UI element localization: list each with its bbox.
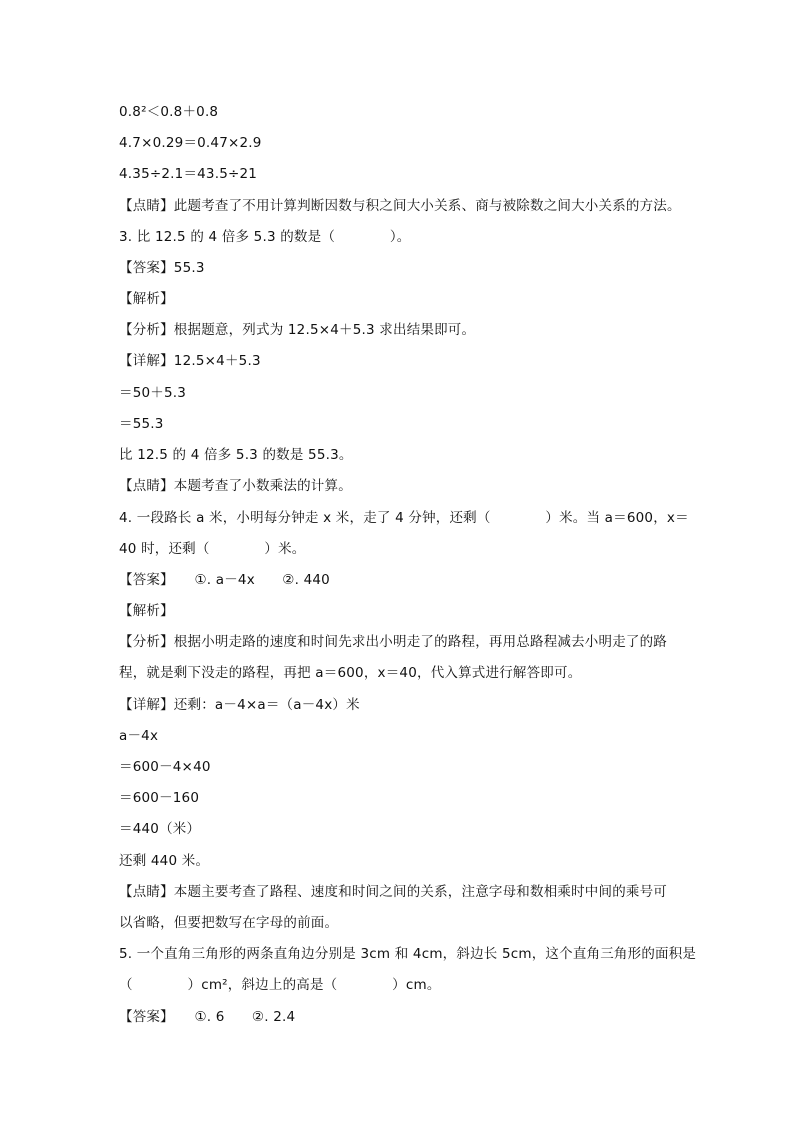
point-note-continued: 以省略，但要把数写在字母的前面。 (119, 915, 339, 931)
calculation-step: ＝600－160 (119, 790, 200, 806)
detail-text: 【详解】12.5×4＋5.3 (119, 353, 261, 369)
detail-text: 【详解】还剩：a－4×a＝（a－4x）米 (119, 697, 360, 713)
analysis-heading: 【解析】 (119, 291, 174, 307)
analysis-text: 【分析】根据题意，列式为 12.5×4＋5.3 求出结果即可。 (119, 322, 476, 338)
inequality-line: 0.8²＜0.8＋0.8 (119, 104, 219, 120)
point-note: 【点睛】此题考查了不用计算判断因数与积之间大小关系、商与被除数之间大小关系的方法。 (119, 198, 681, 214)
point-note: 【点睛】本题主要考查了路程、速度和时间之间的关系，注意字母和数相乘时中间的乘号可 (119, 884, 667, 900)
calculation-step: ＝440（米） (119, 821, 201, 837)
question-5-continued: （ ）cm²，斜边上的高是（ ）cm。 (119, 977, 441, 993)
answer-label: 【答案】 ①. a－4x ②. 440 (119, 572, 330, 588)
calculation-step: ＝600－4×40 (119, 759, 211, 775)
question-4-continued: 40 时，还剩（ ）米。 (119, 541, 306, 557)
calculation-step: ＝55.3 (119, 416, 164, 432)
analysis-heading: 【解析】 (119, 603, 174, 619)
conclusion-text: 比 12.5 的 4 倍多 5.3 的数是 55.3。 (119, 447, 353, 463)
equation-line: 4.35÷2.1＝43.5÷21 (119, 166, 258, 182)
answer-label: 【答案】55.3 (119, 260, 205, 276)
conclusion-text: 还剩 440 米。 (119, 853, 210, 869)
question-4: 4. 一段路长 a 米，小明每分钟走 x 米，走了 4 分钟，还剩（ ）米。当 a＝600，x＝ (119, 510, 689, 526)
question-3: 3. 比 12.5 的 4 倍多 5.3 的数是（ ）。 (119, 229, 411, 245)
equation-line: 4.7×0.29＝0.47×2.9 (119, 135, 262, 151)
analysis-text: 【分析】根据小明走路的速度和时间先求出小明走了的路程，再用总路程减去小明走了的路 (119, 634, 667, 650)
calculation-step: a－4x (119, 728, 159, 744)
answer-label: 【答案】 ①. 6 ②. 2.4 (119, 1009, 296, 1025)
point-note: 【点睛】本题考查了小数乘法的计算。 (119, 478, 352, 494)
question-5: 5. 一个直角三角形的两条直角边分别是 3cm 和 4cm，斜边长 5cm，这个直角三角形的面积是 (119, 946, 697, 962)
analysis-text-continued: 程，就是剩下没走的路程，再把 a＝600，x＝40，代入算式进行解答即可。 (119, 665, 582, 681)
calculation-step: ＝50＋5.3 (119, 385, 187, 401)
